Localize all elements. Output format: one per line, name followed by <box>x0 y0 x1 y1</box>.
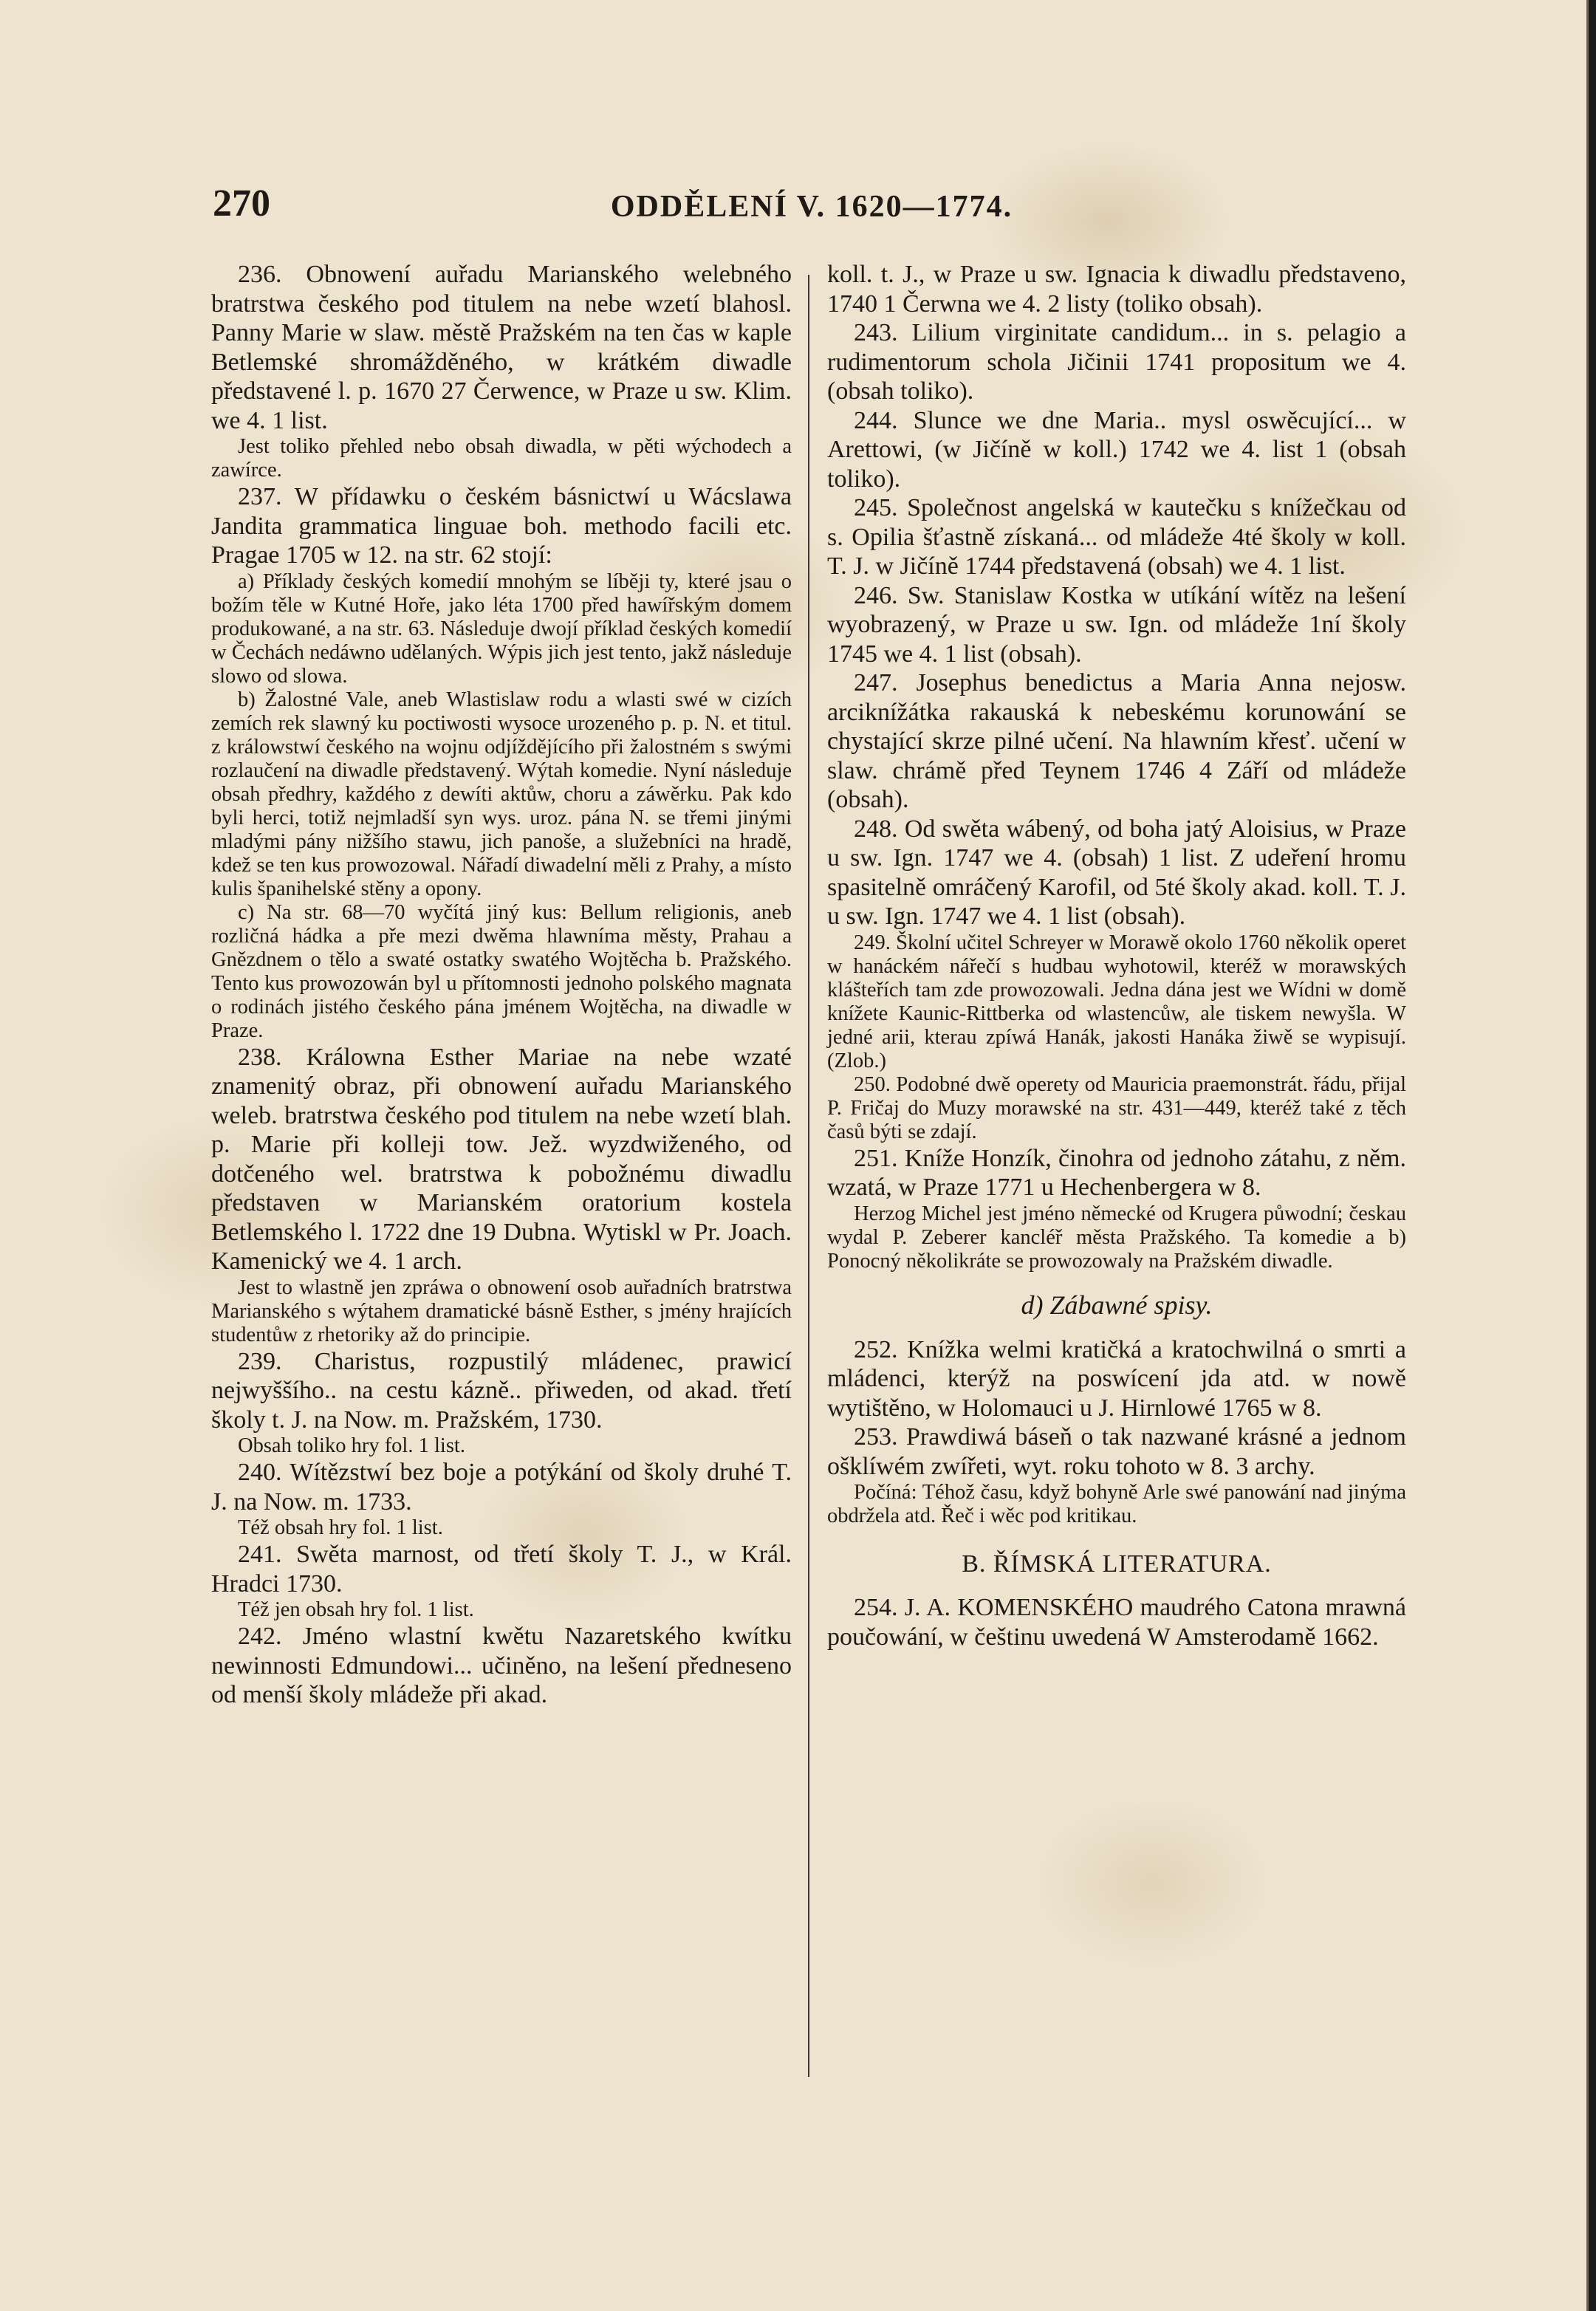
note-238: Jest to wlastně jen zpráwa o obnowení osob auřadních bratrstwa Marianského s wýtahem dramatické básně Esther, s jmény hrajících studentůw z rhetoriky až do principie. <box>211 1276 792 1346</box>
entry-254: 254. J. A. KOMENSKÉHO maudrého Catona mrawná poučowání, w češtinu uwedená W Amsterodamě 1662. <box>827 1594 1406 1651</box>
note-237-b: b) Žalostné Vale, aneb Wlastislaw rodu a wlasti swé w cizích zemích rek slawný ku poctiwosti wysoce urozeného p. p. N. et titul. z králowstwí českého na wojnu odjíždějícího při žalostném s swými rozlaučení na diwadle představený. Wýtah komedie. Nyní následuje obsah předhry, každého z dewíti aktůw, choru a záwěrku. Pak kdo byli herci, totiž nejmladší syn wys. uroz. pána N. se třemi jinými mladými pány nižšího stawu, jich panoše, a služebníci na hradě, kdež se ten kus prowozowal. Nářadí diwadelní měli z Prahy, a místo kulis španihelské stěny a opony. <box>211 688 792 900</box>
note-253: Počíná: Téhož času, když bohyně Arle swé panowání nad jinýma obdržela atd. Řeč i wěc pod kritikau. <box>827 1481 1406 1527</box>
entry-249: 249. Školní učitel Schreyer w Morawě okolo 1760 několik operet w hanáckém nářečí s hudbau wyhotowil, kteréž w morawských klášteřích tam zde prowozowali. Jedna dána jest we Wídni w domě knížete Kaunic-Rittberka od wlastencůw, ale tiskem newyšla. W jedné arii, kterau zpíwá Hanák, jakosti Hanáka žiwě se wypisují. (Zlob.) <box>827 931 1406 1072</box>
entry-247: 247. Josephus benedictus a Maria Anna nejosw. arciknížátka rakauská k nebeskému korunowání se chystající skrze pilné učení. Na hlawním křesť. učení w slaw. chrámě před Teynem 1746 4 Září od mládeže (obsah). <box>827 669 1406 813</box>
entry-242-continued: koll. t. J., w Praze u sw. Ignacia k diwadlu představeno, 1740 1 Čerwna we 4. 2 listy (toliko obsah). <box>827 261 1406 318</box>
entry-246: 246. Sw. Stanislaw Kostka w utíkání wítěz na lešení wyobrazený, w Praze u sw. Ign. od mládeže 1ní školy 1745 we 4. 1 list (obsah). <box>827 581 1406 668</box>
entry-245: 245. Společnost angelská w kautečku s knížečkau od s. Opilia šťastně získaná... od mládeže 4té školy w koll. T. J. w Jičíně 1744 představená (obsah) we 4. 1 list. <box>827 494 1406 580</box>
entry-253: 253. Prawdiwá báseň o tak nazwané krásné a jednom ošklíwém zwířeti, wyt. roku tohoto w 8. 3 archy. <box>827 1423 1406 1480</box>
entry-243: 243. Lilium virginitate candidum... in s. pelagio a rudimentorum schola Jičinii 1741 propositum we 4. (obsah toliko). <box>827 319 1406 405</box>
entry-237: 237. W přídawku o českém básnictwí u Wácslawa Jandita grammatica linguae boh. methodo facili etc. Pragae 1705 w 12. na str. 62 stojí: <box>211 483 792 569</box>
entry-252: 252. Knížka welmi kratičká a kratochwilná o smrti a mládenci, kterýž na poswícení jda atd. w nowě wytištěno, w Holomauci u J. Hirnlowé 1765 w 8. <box>827 1335 1406 1422</box>
entry-239: 239. Charistus, rozpustilý mládenec, prawicí nejwyššího.. na cestu kázně.. přiweden, od akad. třetí školy t. J. na Now. m. Pražském, 1730. <box>211 1347 792 1434</box>
entry-251: 251. Kníže Honzík, činohra od jednoho zátahu, z něm. wzatá, w Praze 1771 u Hechenbergera w 8. <box>827 1144 1406 1201</box>
note-240: Též obsah hry fol. 1 list. <box>238 1516 443 1539</box>
column-divider <box>808 275 809 2077</box>
entry-242: 242. Jméno wlastní kwětu Nazaretského kwítku newinnosti Edmundowi... učiněno, na lešení předneseno od menší školy mládeže při akad. <box>211 1623 792 1708</box>
note-241: Též jen obsah hry fol. 1 list. <box>238 1598 474 1621</box>
entry-248: 248. Od swěta wábený, od boha jatý Aloisius, w Praze u sw. Ign. 1747 we 4. (obsah) 1 list. Z udeření hromu spasitelně omráčený Karofil, od 5té školy akad. koll. T. J. u sw. Ign. 1747 we 4. 1 list (obsah). <box>827 815 1406 930</box>
note-237-c: c) Na str. 68—70 wyčítá jiný kus: Bellum religionis, aneb rozličná hádka a pře mezi dwěma hlawníma městy, Prahau a Gnězdnem o tělo a swaté ostatky swatého Wojtěcha b. Pražského. Tento kus prowozowán byl u přítomnosti jednoho polského magnata o rodinách jistého českého pána jménem Wojtěcha, na diwadle w Praze. <box>211 900 792 1042</box>
note-251: Herzog Michel jest jméno německé od Krugera půwodní; českau wydal P. Zeberer kancléř města Pražského. Ta komedie a b) Ponocný několikráte se prowozowaly na Pražském diwadle. <box>827 1202 1406 1273</box>
right-column <box>827 260 1406 1651</box>
section-heading-zabawne-spisy: d) Zábawné spisy. <box>1021 1290 1213 1320</box>
left-column <box>211 260 792 1710</box>
section-heading-rimska-literatura: B. ŘÍMSKÁ LITERATURA. <box>962 1550 1272 1578</box>
page-number: 270 <box>213 182 270 225</box>
entry-236: 236. Obnowení auřadu Marianského welebného bratrstwa českého pod titulem na nebe wzetí blahosl. Panny Marie w slaw. městě Pražském na ten čas w kaple Betlemské shromážděného, w krátkém diwadle představené l. p. 1670 27 Čerwence, w Praze u sw. Klim. we 4. 1 list. <box>211 261 792 434</box>
note-236: Jest toliko přehled nebo obsah diwadla, w pěti wýchodech a zawírce. <box>211 435 792 482</box>
page-header <box>213 182 1411 233</box>
entry-244: 244. Slunce we dne Maria.. mysl oswěcující... w Arettowi, (w Jičíně w koll.) 1742 we 4. list 1 (obsah toliko). <box>827 406 1406 493</box>
note-237-a: a) Příklady českých komedií mnohým se líběji ty, které jsau o božím těle w Kutné Hoře, jako léta 1700 před hawířským domem produkowané, a na str. 63. Následuje dwojí příklad českých komedií w Čechách nedáwno udělaných. Wýpis jich jest tento, jakž následuje slowo od slowa. <box>211 569 792 688</box>
entry-238: 238. Králowna Esther Mariae na nebe wzaté znamenitý obraz, při obnowení auřadu Marianského weleb. bratrstwa českého pod titulem na nebe wzetí blah. p. Marie při kolleji tow. Jež. wyzdwiženého, od dotčeného wel. bratrstwa k pobožnému diwadlu představen w Marianském oratorium kostela Betlemského l. 1722 dne 19 Dubna. Wytiskl w Pr. Joach. Kamenický we 4. 1 arch. <box>211 1043 792 1275</box>
entry-241: 241. Swěta marnost, od třetí školy T. J., w Král. Hradci 1730. <box>211 1541 792 1598</box>
entry-250: 250. Podobné dwě operety od Mauricia praemonstrát. řádu, přijal P. Fričaj do Muzy morawské na str. 431—449, kteréž také z těch časů býti se zdají. <box>827 1072 1406 1143</box>
entry-240: 240. Wítězstwí bez boje a potýkání od školy druhé T. J. na Now. m. 1733. <box>211 1459 792 1516</box>
note-239: Obsah toliko hry fol. 1 list. <box>238 1434 465 1457</box>
running-title: ODDĚLENÍ V. 1620—1774. <box>610 190 1013 224</box>
